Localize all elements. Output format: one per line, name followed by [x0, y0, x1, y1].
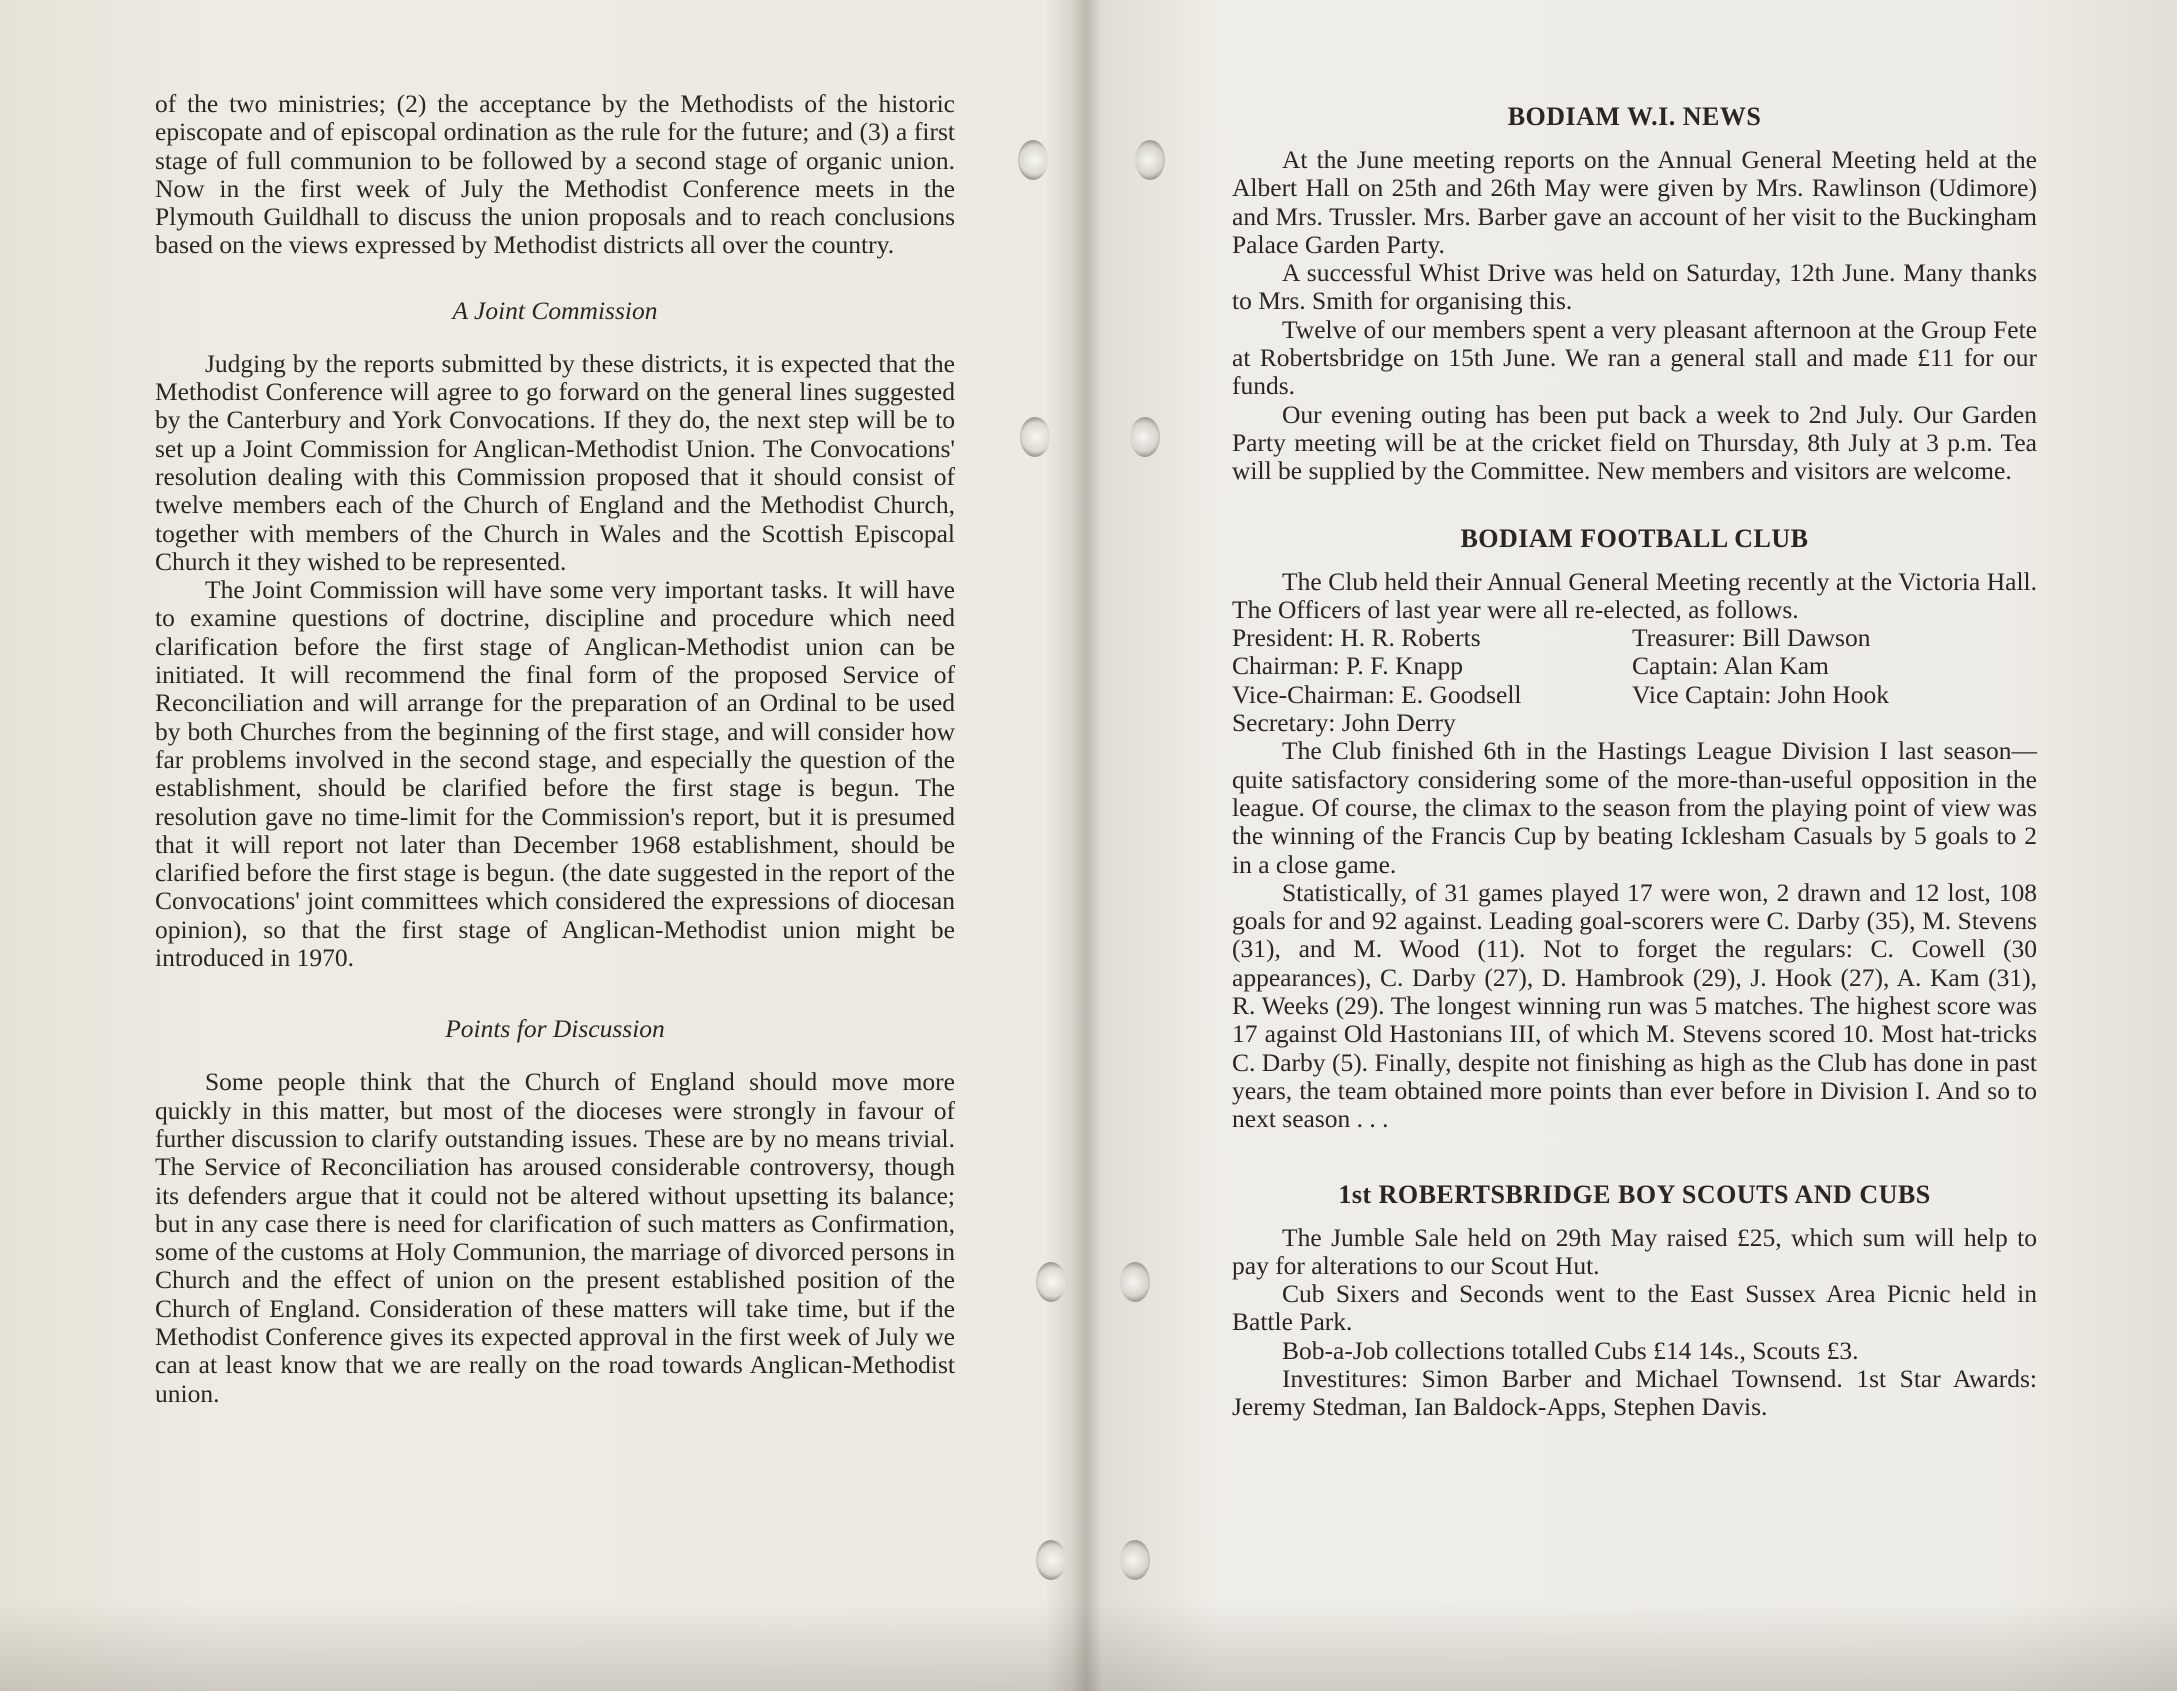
paragraph: Investitures: Simon Barber and Michael Townsend. 1st Star Awards: Jeremy Stedman, Ian Baldock-Apps, Stephen Davis.	[1232, 1363, 2037, 1422]
officer: Treasurer: Bill Dawson	[1632, 623, 1871, 653]
intro-paragraph: of the two ministries; (2) the acceptance by the Methodists of the historic episcopate and of episcopal ordination as the rule for the future; and (3) a first stage of full communion to be followed by a second stage of organic union. Now in the first week of July the Methodist Conference meets in the Plymouth Guildhall to discuss the union proposals and to reach conclusions based on the views expressed by Methodist districts all over the country.	[155, 89, 955, 260]
paragraph: Twelve of our members spent a very pleasant afternoon at the Group Fete at Robertsbridge on 15th June. We ran a general stall and made £11 for our funds.	[1232, 314, 2037, 401]
heading-football-club: BODIAM FOOTBALL CLUB	[1460, 523, 1809, 553]
punch-hole	[1120, 1540, 1150, 1580]
paragraph: The Jumble Sale held on 29th May raised £25, which sum will help to pay for alterations to our Scout Hut.	[1232, 1222, 2037, 1280]
punch-hole	[1036, 1262, 1066, 1302]
paragraph: Judging by the reports submitted by these districts, it is expected that the Methodist Conference will agree to go forward on the general lines suggested by the Canterbury and York Convocations. If they do, the next step will be to set up a Joint Commission for Anglican-Methodist Union. The Convocations' resolution dealing with this Commission proposed that it should consist of twelve members each of the Church of England and the Methodist Church, together with members of the Church in Wales and the Scottish Episcopal Church it they wished to be represented.	[155, 348, 955, 576]
heading-wi-news: BODIAM W.I. NEWS	[1507, 102, 1762, 131]
officers-list	[1232, 624, 2037, 737]
paragraph: Statistically, of 31 games played 17 were won, 2 drawn and 12 lost, 108 goals for and 92 against. Leading goal-scorers were C. Darby (35), M. Stevens (31), and M. Wood (11). Not to forget the regulars: C. Cowell (30 appearances), C. Darby (27), D. Hambrook (29), J. Hook (27), A. Kam (31), R. Weeks (29). The longest winning run was 5 matches. The highest score was 17 against Old Hastonians III, of which M. Stevens scored 10. Most hat-tricks C. Darby (5). Finally, despite not finishing as high as the Club has done in past years, the team obtained more points than ever before in Division I. And so to next season . . .	[1232, 877, 2037, 1134]
punch-hole	[1120, 1262, 1150, 1302]
punch-hole	[1135, 140, 1165, 180]
officer	[1632, 709, 2032, 737]
punch-hole	[1020, 417, 1050, 457]
officer: Chairman: P. F. Knapp	[1232, 651, 1463, 681]
paragraph: A successful Whist Drive was held on Saturday, 12th June. Many thanks to Mrs. Smith for organising this.	[1232, 258, 2037, 316]
officer: President: H. R. Roberts	[1232, 623, 1481, 653]
punch-hole	[1018, 140, 1048, 180]
punch-hole	[1036, 1540, 1066, 1580]
paragraph: At the June meeting reports on the Annual General Meeting held at the Albert Hall on 25th and 26th May were given by Mrs. Rawlinson (Udimore) and Mrs. Trussler. Mrs. Barber gave an account of her visit to the Buckingham Palace Garden Party.	[1232, 145, 2037, 259]
punch-hole	[1130, 417, 1160, 457]
officer: Vice Captain: John Hook	[1632, 679, 1889, 709]
officer: Vice-Chairman: E. Goodsell	[1232, 679, 1522, 709]
officer: Captain: Alan Kam	[1632, 651, 1829, 681]
paragraph: Our evening outing has been put back a week to 2nd July. Our Garden Party meeting will be at the cricket field on Thursday, 8th July at 3 p.m. Tea will be supplied by the Committee. New members and visitors are welcome.	[1232, 399, 2037, 486]
heading-scouts: 1st ROBERTSBRIDGE BOY SCOUTS AND CUBS	[1338, 1179, 1931, 1209]
section-heading-joint-commission: A Joint Commission	[452, 295, 658, 325]
paragraph: The Joint Commission will have some very important tasks. It will have to examine questions of doctrine, discipline and procedure which need clarification before the first stage of Anglican-Methodist union can be initiated. It will recommend the final form of the proposed Service of Reconciliation and will arrange for the preparation of an Ordinal to be used by both Churches from the beginning of the first stage, and will consider how far problems involved in the second stage, and especially the question of the establishment, should be clarified before the first stage is begun. The resolution gave no time-limit for the Commission's report, but it is presumed that it will report not later than December 1968 establishment, should be clarified before the first stage is begun. (the date suggested in the report of the Convocations' joint committees which considered the expressions of diocesan opinion), so that the first stage of Anglican-Methodist union might be introduced in 1970.	[155, 575, 955, 973]
section-heading-points-for-discussion: Points for Discussion	[445, 1014, 665, 1044]
paragraph: The Club finished 6th in the Hastings League Division I last season—quite satisfactory considering some of the more-than-useful opposition in the league. Of course, the climax to the season from the playing point of view was the winning of the Francis Cup by beating Icklesham Casuals by 5 goals to 2 in a close game.	[1232, 736, 2037, 879]
paragraph: Cub Sixers and Seconds went to the East Sussex Area Picnic held in Battle Park.	[1232, 1279, 2037, 1337]
right-page	[1232, 90, 2037, 1422]
officer: Secretary: John Derry	[1232, 708, 1456, 738]
left-page	[155, 90, 955, 1408]
paragraph: Some people think that the Church of England should move more quickly in this matter, but most of the dioceses were strongly in favour of further discussion to clarify outstanding issues. These are by no means trivial. The Service of Reconciliation has aroused considerable controversy, though its defenders argue that it could not be altered without upsetting its balance; but in any case there is need for clarification of such matters as Confirmation, some of the customs at Holy Communion, the marriage of divorced persons in Church and the effect of union on the present established position of the Church of England. Consideration of these matters will take time, but if the Methodist Conference gives its expected approval in the first week of July we can at least know that we are really on the road towards Anglican-Methodist union.	[155, 1067, 955, 1408]
page-shadow	[0, 1601, 2177, 1691]
paragraph: The Club held their Annual General Meeting recently at the Victoria Hall. The Officers of last year were all re-elected, as follows.	[1232, 566, 2037, 624]
paragraph: Bob-a-Job collections totalled Cubs £14 14s., Scouts £3.	[1282, 1335, 1859, 1365]
